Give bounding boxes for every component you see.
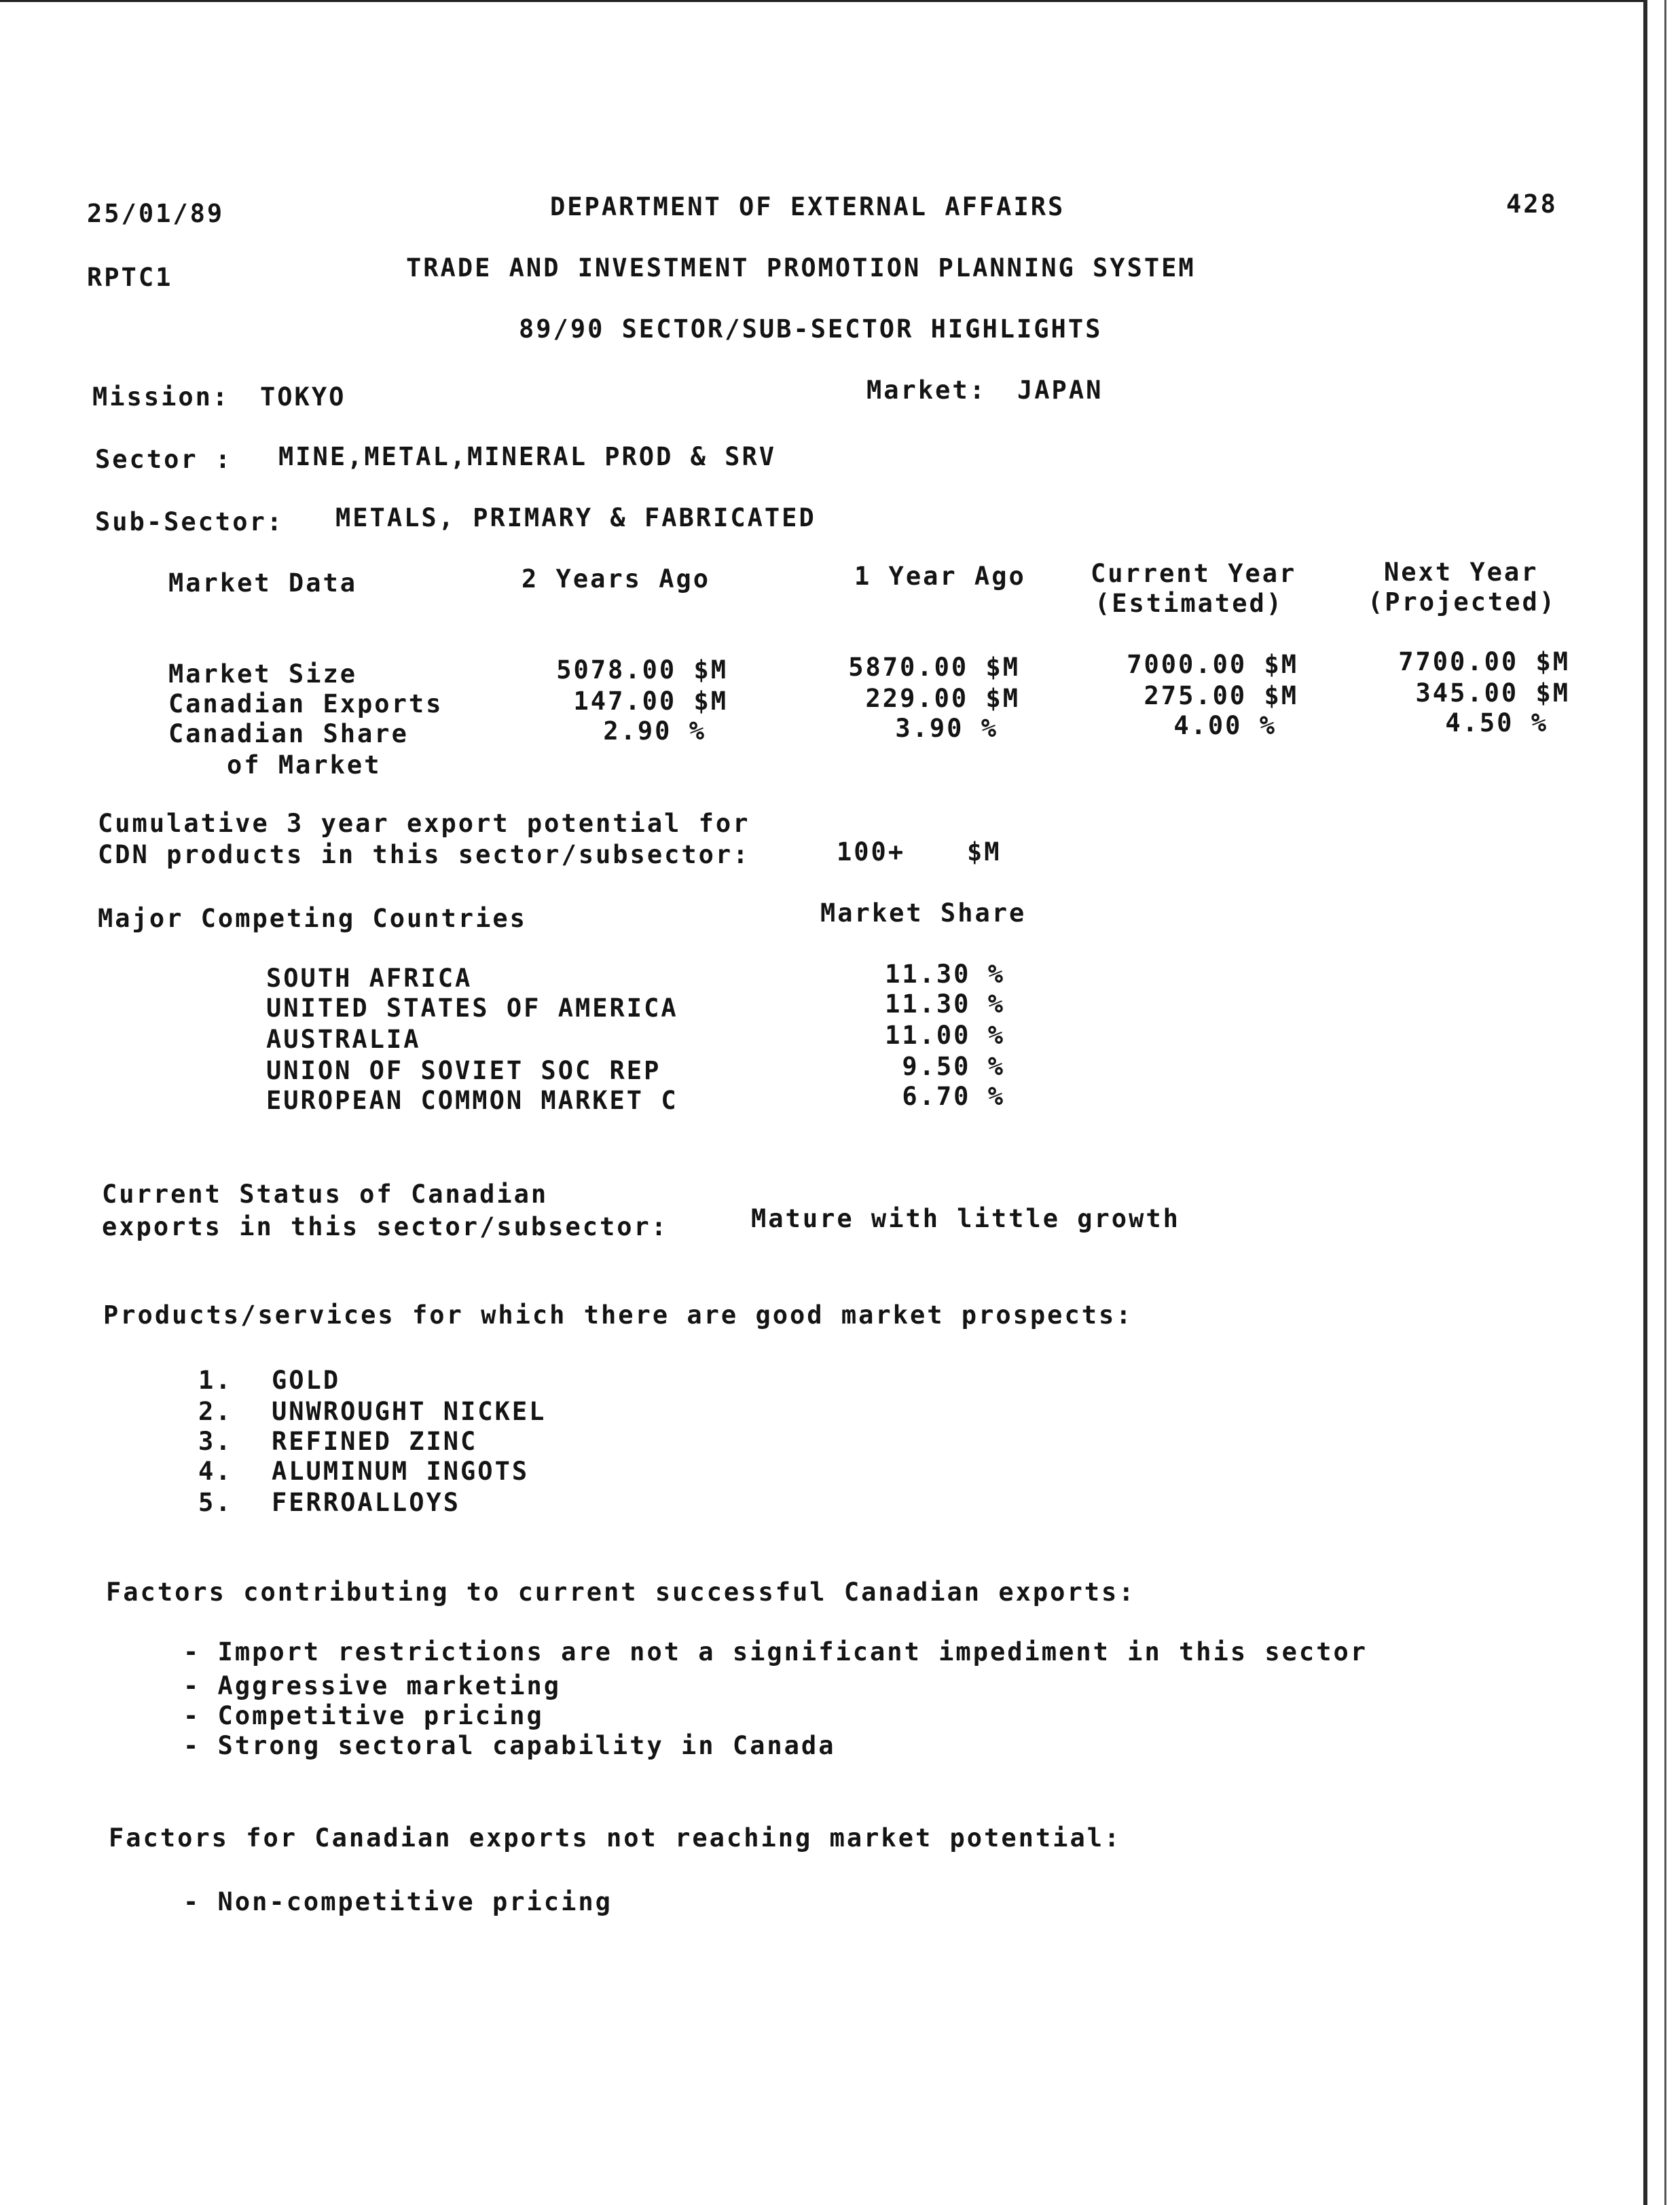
success-factors-heading: Factors contributing to current successful Canadian exports:	[106, 1578, 1136, 1607]
competitor-country: AUSTRALIA	[266, 1025, 421, 1054]
product-item: FERROALLOYS	[272, 1488, 461, 1517]
competitor-country: SOUTH AFRICA	[266, 964, 473, 993]
mission-value: TOKYO	[260, 382, 346, 412]
page-number: 428	[1506, 189, 1558, 219]
competitor-country: UNION OF SOVIET SOC REP	[266, 1056, 661, 1085]
sector-value: MINE,METAL,MINERAL PROD & SRV	[278, 442, 777, 471]
exports-2yr: 147.00 $M	[573, 687, 728, 716]
product-number: 1.	[198, 1366, 233, 1395]
product-number: 5.	[198, 1488, 233, 1517]
potential-line-2: CDN products in this sector/subsector:	[98, 840, 750, 869]
report-title: 89/90 SECTOR/SUB-SECTOR HIGHLIGHTS	[519, 314, 1103, 344]
status-line-2: exports in this sector/subsector:	[102, 1212, 669, 1241]
col-next-year-projected: (Projected)	[1368, 587, 1557, 617]
competitor-share: 11.30 %	[885, 960, 1005, 989]
col-2-years-ago: 2 Years Ago	[522, 564, 711, 594]
page-top-edge	[0, 0, 1643, 2]
products-heading: Products/services for which there are good market prospects:	[103, 1300, 1133, 1330]
row-label-of-market: of Market	[227, 750, 382, 780]
product-item: GOLD	[272, 1366, 341, 1395]
competitor-share: 9.50 %	[902, 1052, 1005, 1081]
share-1yr: 3.90 %	[895, 714, 998, 743]
success-factor-item: - Aggressive marketing	[183, 1671, 562, 1700]
market-size-next: 7700.00 $M	[1398, 647, 1570, 676]
exports-1yr: 229.00 $M	[865, 684, 1020, 713]
competitor-share: 11.00 %	[885, 1021, 1005, 1050]
col-current-year-estimated: (Estimated)	[1095, 589, 1284, 618]
col-next-year: Next Year	[1384, 558, 1539, 587]
success-factor-item: - Strong sectoral capability in Canada	[183, 1731, 836, 1760]
product-number: 2.	[198, 1397, 233, 1426]
row-label-canadian-share: Canadian Share	[168, 719, 409, 748]
exports-next: 345.00 $M	[1415, 678, 1570, 708]
potential-line-1: Cumulative 3 year export potential for	[98, 809, 750, 838]
competitors-header: Major Competing Countries	[98, 904, 527, 933]
competitor-country: UNITED STATES OF AMERICA	[266, 994, 678, 1023]
subsector-value: METALS, PRIMARY & FABRICATED	[335, 503, 816, 532]
col-current-year: Current Year	[1091, 559, 1297, 588]
potential-value: 100+	[837, 837, 906, 867]
subsector-label: Sub-Sector:	[95, 507, 285, 536]
competitor-share: 11.30 %	[885, 989, 1005, 1019]
share-next: 4.50 %	[1445, 708, 1548, 737]
market-size-1yr: 5870.00 $M	[848, 653, 1020, 682]
product-number: 4.	[198, 1457, 233, 1486]
status-line-1: Current Status of Canadian	[102, 1180, 549, 1209]
success-factor-item: - Import restrictions are not a significant impediment in this sector	[183, 1637, 1368, 1666]
system-title: TRADE AND INVESTMENT PROMOTION PLANNING SYSTEM	[406, 253, 1196, 283]
shortfall-factor-item: - Non-competitive pricing	[183, 1887, 613, 1916]
market-value: JAPAN	[1017, 376, 1103, 405]
exports-current: 275.00 $M	[1144, 681, 1298, 710]
product-item: ALUMINUM INGOTS	[272, 1457, 530, 1486]
department-title: DEPARTMENT OF EXTERNAL AFFAIRS	[550, 192, 1065, 221]
col-1-year-ago: 1 Year Ago	[854, 562, 1026, 591]
product-item: REFINED ZINC	[272, 1427, 478, 1456]
report-date: 25/01/89	[87, 199, 225, 228]
page-right-edge-inner	[1664, 0, 1666, 2205]
mission-label: Mission:	[92, 382, 230, 412]
product-number: 3.	[198, 1427, 233, 1456]
sector-label: Sector :	[95, 445, 233, 474]
row-label-canadian-exports: Canadian Exports	[168, 689, 443, 718]
market-size-current: 7000.00 $M	[1127, 650, 1298, 679]
product-item: UNWROUGHT NICKEL	[272, 1397, 547, 1426]
report-code: RPTC1	[87, 263, 173, 292]
share-2yr: 2.90 %	[603, 716, 706, 746]
page-right-edge	[1643, 0, 1647, 2205]
row-label-market-size: Market Size	[168, 659, 358, 689]
shortfall-factors-heading: Factors for Canadian exports not reaching market potential:	[109, 1823, 1122, 1853]
potential-unit: $M	[967, 837, 1002, 867]
competitor-share: 6.70 %	[902, 1082, 1005, 1111]
success-factor-item: - Competitive pricing	[183, 1701, 544, 1730]
market-label: Market:	[866, 376, 987, 405]
market-size-2yr: 5078.00 $M	[556, 655, 728, 685]
share-current: 4.00 %	[1173, 711, 1277, 740]
status-value: Mature with little growth	[751, 1204, 1180, 1233]
competitor-country: EUROPEAN COMMON MARKET C	[266, 1086, 678, 1115]
competitors-share-header: Market Share	[820, 898, 1027, 928]
market-data-header: Market Data	[168, 568, 358, 598]
